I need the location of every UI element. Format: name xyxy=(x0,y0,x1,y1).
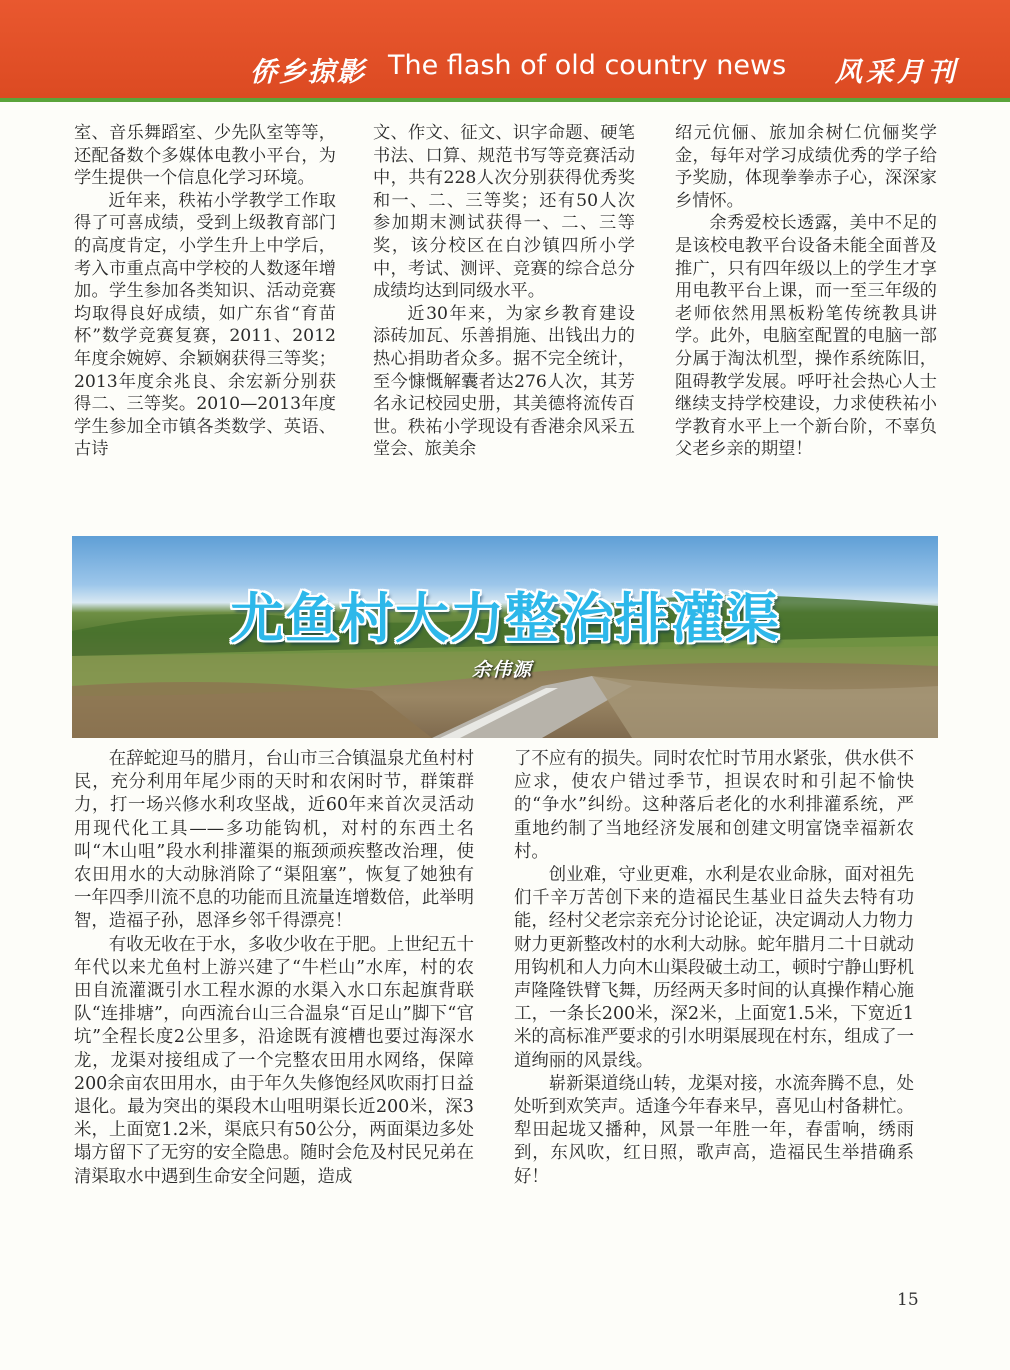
top-column-2 xyxy=(373,122,635,461)
article-column-1 xyxy=(74,748,474,1189)
paragraph: 在辞蛇迎马的腊月，台山市三合镇温泉尤鱼村村民，充分利用年尾少雨的天时和农闲时节，群策群力，打一场兴修水利攻坚战，近60年来首次灵活动用现代化工具——多功能钩机，对村的东西土名叫“木山咀”段水利排灌渠的瓶颈顽疾整改治理，使农田用水的大动脉消除了“渠阻塞”，恢复了她独有一年四季川流不息的功能而且流量连增数倍，此举明智，造福子孙，恩泽乡邻千得漂亮！ xyxy=(74,749,475,932)
magazine-name: 风采月刊 xyxy=(835,57,959,88)
paragraph: 创业难，守业更难，水利是农业命脉，面对祖先们千辛万苦创下来的造福民生基业日益失去特有功能，经村父老宗亲充分讨论论证，决定调动人力物力财力更新整改村的水利大动脉。蛇年腊月二十日就动用钩机和人力向木山渠段破土动工，顿时宁静山野机声隆隆铁臂飞舞，历经两天多时间的认真操作精心施工，一条长200米，深2米，上面宽1.5米，下宽近1米的高标准严要求的引水明渠展现在村东，组成了一道绚丽的风景线。 xyxy=(514,865,915,1071)
article-title: 尤鱼村大力整治排灌渠 xyxy=(230,587,780,650)
paragraph: 近30年来，为家乡教育建设添砖加瓦、乐善捐施、出钱出力的热心捐助者众多。据不完全统计，至今慷慨解囊者达276人次，其芳名永记校园史册，其美德将流传百世。秩祐小学现设有香港余风采五堂会、旅美余 xyxy=(373,303,635,460)
article-column-2 xyxy=(514,748,914,1189)
article-banner-photo xyxy=(72,536,938,738)
paragraph: 了不应有的损失。同时农忙时节用水紧张，供水供不应求，使农户错过季节，担误农时和引起不愉快的“争水”纠纷。这种落后老化的水利排灌系统，严重地约制了当地经济发展和创建文明富饶幸福新农村。 xyxy=(514,749,914,862)
paragraph: 近年来，秩祐小学教学工作取得了可喜成绩，受到上级教育部门的高度肯定，小学生升上中学后，考入市重点高中学校的人数逐年增加。学生参加各类知识、活动竞赛均取得良好成绩，如广东省“育苗杯”数学竞赛复赛，2011、2012年度余婉婷、余颖娴获得三等奖；2013年度余兆良、余宏新分别获得二、三等奖。2010—2013年度学生参加全市镇各类数学、英语、古诗 xyxy=(74,190,336,460)
top-column-1 xyxy=(74,122,336,461)
paragraph: 绍元伉俪、旅加余树仁伉俪奖学金，每年对学习成绩优秀的学子给予奖励，体现拳拳赤子心，深深家乡情怀。 xyxy=(675,123,937,211)
top-column-3 xyxy=(675,122,937,461)
section-title-en: The flash of old country news xyxy=(388,50,787,81)
paragraph: 崭新渠道绕山转，龙渠对接，水流奔腾不息，处处听到欢笑声。适逢今年春来早，喜见山村备耕忙。犁田起垅又播种，风景一年胜一年，春雷响，绣雨到，东风吹，红日照，歌声高，造福民生举措确系好！ xyxy=(514,1073,915,1187)
section-title-cn: 侨乡掠影 xyxy=(250,57,366,88)
header-rule xyxy=(0,98,1010,102)
paragraph: 室、音乐舞蹈室、少先队室等等，还配备数个多媒体电教小平台，为学生提供一个信息化学习环境。 xyxy=(74,123,336,189)
page-number: 15 xyxy=(897,1290,919,1310)
paragraph: 文、作文、征文、识字命题、硬笔书法、口算、规范书写等竞赛活动中，共有228人次分别获得优秀奖和一、二、三等奖；还有50人次参加期末测试获得一、二、三等奖，该分校区在白沙镇四所小学中，考试、测评、竞赛的综合总分成绩均达到同级水平。 xyxy=(373,123,635,302)
paragraph: 余秀爱校长透露，美中不足的是该校电教平台设备未能全面普及推广，只有四年级以上的学生才享用电教平台上课，而一至三年级的老师依然用黑板粉笔传统教具讲学。此外，电脑室配置的电脑一部分属于淘汰机型，操作系统陈旧，阻碍教学发展。呼吁社会热心人士继续支持学校建设，力求使秩祐小学教育水平上一个新台阶，不辜负父老乡亲的期望！ xyxy=(675,213,937,460)
page-header xyxy=(0,0,1010,98)
article-author: 余伟源 xyxy=(472,659,533,681)
paragraph: 有收无收在于水，多收少收在于肥。上世纪五十年代以来尤鱼村上游兴建了“牛栏山”水库，村的农田自流灌溉引水工程水源的水渠入水口东起旗背联队“连排塘”，向西流台山三合温泉“百足山”脚下“官坑”全程长度2公里多，沿途既有渡槽也要过海深水龙，龙渠对接组成了一个完整农田用水网络，保障200余亩农田用水，由于年久失修饱经风吹雨打日益退化。最为突出的渠段木山咀明渠长近200米，深3米，上面宽1.2米，渠底只有50公分，两面渠边多处塌方留下了无穷的安全隐患。随时会危及村民兄弟在清渠取水中遇到生命安全问题，造成 xyxy=(74,934,475,1187)
